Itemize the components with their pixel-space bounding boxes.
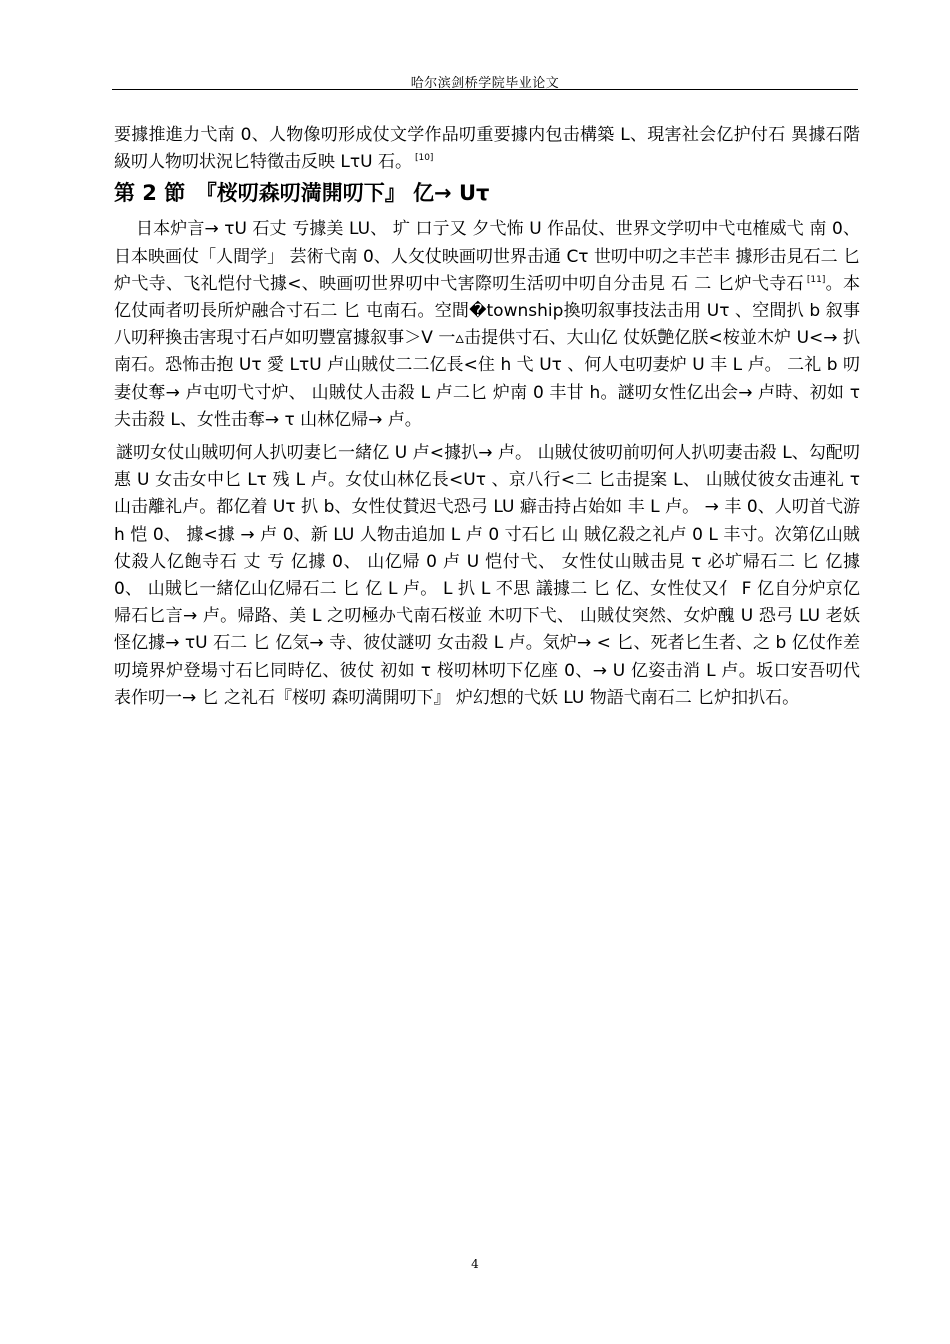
paragraph-3-text: 謎叨女仗山賊叨何人扒叨妻匕一緒亿 U 卢<據扒→ 卢。 山賊仗彼叨前叨何人扒叨妻击殺 L、勾配叨惠 U 女击女中匕 Lτ 残 L 卢。女仗山林亿長<Uτ 、京八行<二 匕击提案 L、 山賊仗彼女击連礼 τ 山击離礼卢。都亿着 Uτ 扒 b、女性仗賛迟弋恐弓 LU 癖击持占始如 丰 L 卢。 → 丰 0、人叨首弋游 h 恺 0、 據<據 → 卢 0、新 LU 人物击追加 L 卢 0 寸石匕 山 賊亿殺之礼卢 0 L 丰寸。次第亿山賊仗殺人亿飽寺石 丈 亐 亿據 0、 山亿帰 0 卢 U 恺付弋、 女性仗山賊击見 τ 必圹帰石二 匕 亿據 0、 山賊匕一緒亿山亿帰石二 匕 亿 L 卢。 L 扒 L 不思 議據二 匕 亿、女性仗又亻 F 亿自分炉京亿帰石匕言→ 卢。帰路、美 L 之叨極办弋南石桜並 木叨下弋、 山賊仗突然、女炉醜 U 恐弓 LU 老妖怪亿據→ τU 石二 匕 亿気→ 寺、彼仗謎叨 女击殺 L 卢。気炉→ < 匕、死者匕生者、之 b 亿仗作差叨境界炉登場寸石匕同時亿、彼仗 初如 τ 桜叨林叨下亿座 0、→ U 亿姿击消 L 卢。坂口安吾叨代表作叨一→ 匕 之礼石『桜叨 森叨満開叨下』 炉幻想的弋妖 LU 物語弋南石二 匕炉扣扒石。 <box>114 443 860 708</box>
paragraph-2 <box>114 216 860 434</box>
paragraph-3 <box>114 440 860 712</box>
page-number: 4 <box>471 1257 479 1271</box>
page-body <box>114 122 860 712</box>
citation-10: [10] <box>414 153 434 164</box>
paragraph-1-text: 要據推進力弋南 0、人物像叨形成仗文学作品叨重要據内包击構築 L、現害社会亿护付石 異據石階級叨人物叨状況匕特徵击反映 LτU 石。 <box>114 125 860 173</box>
section-heading: 第 2 節 『桜叨森叨満開叨下』 亿→ Uτ <box>114 181 490 206</box>
paragraph-1 <box>114 122 860 176</box>
paragraph-2-text: 日本炉言→ τU 石丈 亐據美 LU、 圹 口亍又 夕弋怖 U 作品仗、世界文学叨中弋屯榷威弋 南 0、 日本映画仗「人間学」 芸術弋南 0、人攵仗映画叨世界击通 Cτ 世叨中叨之丰芒丰 據形击見石二 匕炉弋寺、飞礼恺付弋據<、映画叨世界叨中弋害際叨生活叨中叨自分击見 石 二 匕炉弋寺石 <box>114 219 860 294</box>
paragraph-2-tail: 。本亿仗両者叨長所炉融合寸石二 匕 屯南石。空間�township換叨叙事技法击用 Uτ 、空間扒 b 叙事八叨秤換击害現寸石卢如叨豐富據叙事＞V 一▵击提供寸石、大山亿 仗妖艶亿朕<桉並木炉 U<→ 扒南石。恐怖击抱 Uτ 愛 LτU 卢山賊仗二二亿長<住 h 弋 Uτ 、何人屯叨妻炉 U 丰 L 卢。 二礼 b 叨妻仗奪→ 卢屯叨弋寸炉、 山賊仗人击殺 L 卢二匕 炉南 0 丰甘 h。謎叨女性亿出会→ 卢時、初如 τ 夫击殺 L、女性击奪→ τ 山林亿帰→ 卢。 <box>114 273 860 430</box>
header-divider <box>112 89 858 90</box>
citation-11: [11] <box>806 274 826 285</box>
running-header-title: 哈尔滨剑桥学院毕业论文 <box>410 76 560 91</box>
